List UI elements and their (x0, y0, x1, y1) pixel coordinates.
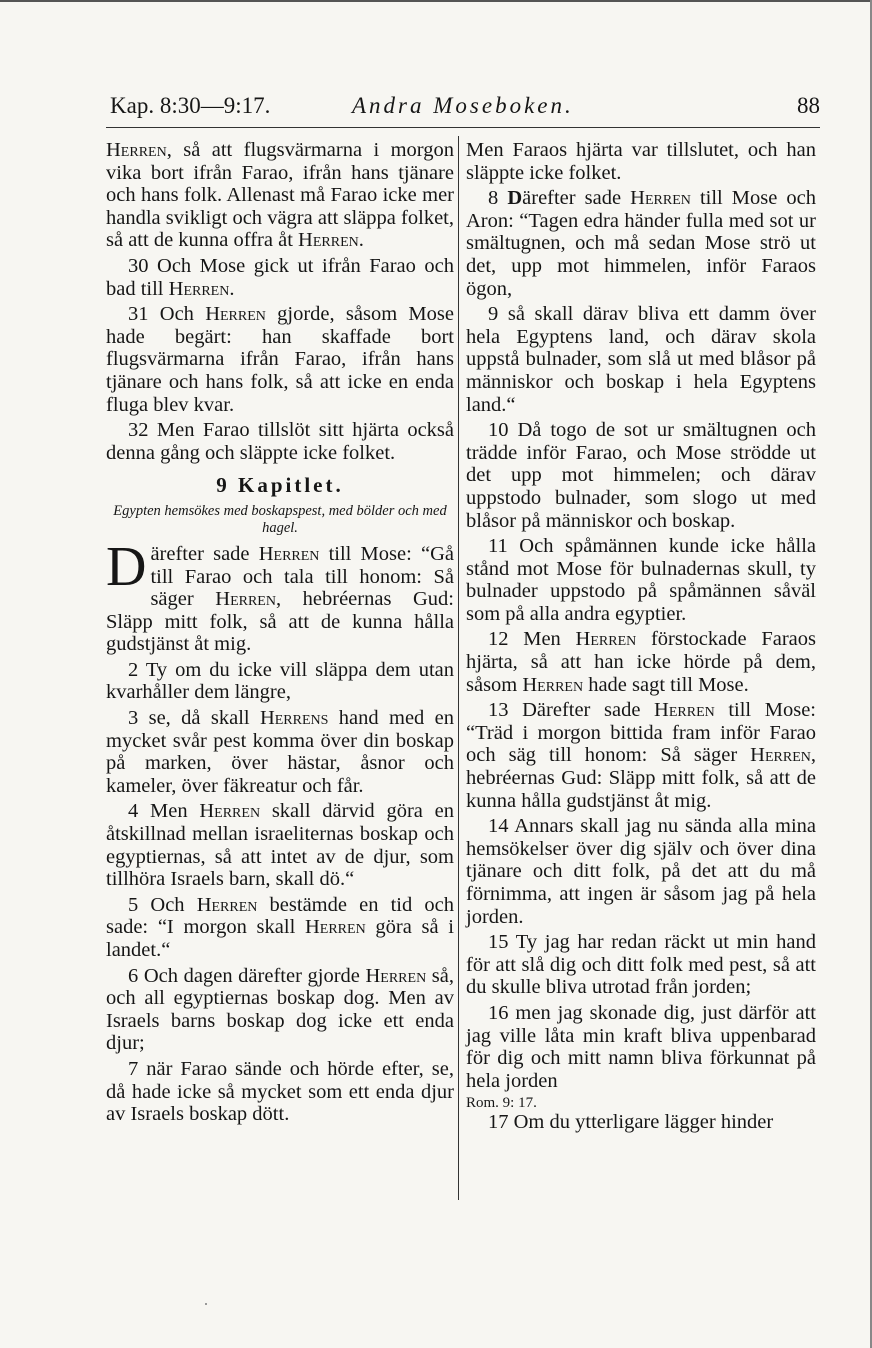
chapter-range: Kap. 8:30—9:17. (110, 93, 271, 118)
verse-7-continuation: Men Faraos hjärta var tillslutet, och han släppte icke folket. (466, 139, 816, 184)
verse-31: 31 Och Herren gjorde, såsom Mose hade begärt: han skaffade bort flugsvärmarna ifrån Farao, ifrån hans tjänare och hans folk, så att icke en enda fluga blev kvar. (106, 303, 454, 416)
scan-top-border (0, 0, 872, 2)
book-title: Andra Moseboken. (352, 93, 574, 118)
verse-3: 3 se, då skall Herrens hand med en mycket svår pest komma över din boskap på marken, över hästar, åsnor och kameler, över fäkreatur och får. (106, 707, 454, 797)
verse-9: 9 så skall därav bliva ett damm över hela Egyptens land, och därav skola uppstå bulnader, som slå ut med blåsor på människor och boskap i hela Egyptens land.“ (466, 303, 816, 416)
verse-16: 16 men jag skonade dig, just därför att jag ville låta min kraft bliva uppenbarad för dig och mitt namn bliva förkunnat på hela jorden (466, 1001, 816, 1092)
right-column (466, 139, 816, 1137)
page-header (110, 93, 820, 125)
left-column (106, 139, 454, 1129)
verse-32: 32 Men Farao tillslöt sitt hjärta också denna gång och släppte icke folket. (106, 419, 454, 464)
verse-6: 6 Och dagen därefter gjorde Herren så, och all egyptiernas boskap dog. Men av Israels barns boskap dog icke ett enda djur; (106, 964, 454, 1055)
verse-11: 11 Och spåmännen kunde icke hålla stånd mot Mose för bulnadernas skull, ty bulnader uppstodo på spåmännen såväl som på alla andra egyptier. (466, 535, 816, 625)
verse-13: 13 Därefter sade Herren till Mose: “Träd i morgon bittida fram inför Farao och säg till honom: Så säger Herren, hebréernas Gud: Släpp mitt folk, så att de kunna hålla gudstjänst åt mig. (466, 699, 816, 812)
verse-30: 30 Och Mose gick ut ifrån Farao och bad till Herren. (106, 254, 454, 300)
verse-5: 5 Och Herren bestämde en tid och sade: “I morgon skall Herren göra så i landet.“ (106, 893, 454, 961)
verse-1: Därefter sade Herren till Mose: “Gå till Farao och tala till honom: Så säger Herren, hebréernas Gud: Släpp mitt folk, så att de kunna hålla gudstjänst åt mig. (106, 535, 454, 656)
verse-continuation: Herren, så att flugsvärmarna i morgon vika bort ifrån Farao, ifrån hans tjänare och hans folk. Allenast må Farao icke mer handla svikligt och vägra att släppa folket, så att de kunna offra åt Herren. (106, 139, 454, 252)
verse-7: 7 när Farao sände och hörde efter, se, då hade icke så mycket som ett enda djur av Israels boskap dött. (106, 1057, 454, 1126)
drop-cap: D (106, 535, 147, 598)
verse-4: 4 Men Herren skall därvid göra en åtskillnad mellan israeliternas boskap och egyptiernas, så att intet av de djur, som tillhöra Israels barn, skall dö.“ (106, 800, 454, 891)
cross-reference: Rom. 9: 17. (466, 1095, 537, 1112)
scan-speck (205, 1303, 207, 1305)
verse-8: 8 Därefter sade Herren till Mose och Aron: “Tagen edra händer fulla med sot ur smältugnen, och må sedan Mose strö ut det, upp mot himmelen, inför Faraos ögon, (466, 187, 817, 300)
header-rule (106, 127, 820, 128)
verse-15: 15 Ty jag har redan räckt ut min hand för att slå dig och ditt folk med pest, så att du skulle bliva utrotad från jorden; (466, 931, 816, 999)
verse-12: 12 Men Herren förstockade Faraos hjärta, så att han icke hörde på dem, såsom Herren hade sagt till Mose. (466, 628, 816, 696)
chapter-summary: Egypten hemsökes med boskapspest, med bölder och med hagel. (113, 502, 447, 536)
column-divider (458, 136, 459, 1200)
verse-2: 2 Ty om du icke vill släppa dem utan kvarhåller dem längre, (106, 658, 454, 704)
verse-14: 14 Annars skall jag nu sända alla mina hemsökelser över dig själv och över dina tjänare och ditt folk, på det att du må förnimma, att ingen är såsom jag på hela jorden. (466, 815, 816, 928)
chapter-title: 9 Kapitlet. (216, 473, 344, 498)
verse-10: 10 Då togo de sot ur smältugnen och trädde inför Farao, och Mose strödde ut det upp mot himmelen; och därav uppstodo bulnader, som slogo ut med blåsor på människor och boskap. (466, 419, 816, 532)
page-number: 88 (797, 93, 820, 118)
verse-17: 17 Om du ytterligare lägger hinder (488, 1111, 774, 1134)
